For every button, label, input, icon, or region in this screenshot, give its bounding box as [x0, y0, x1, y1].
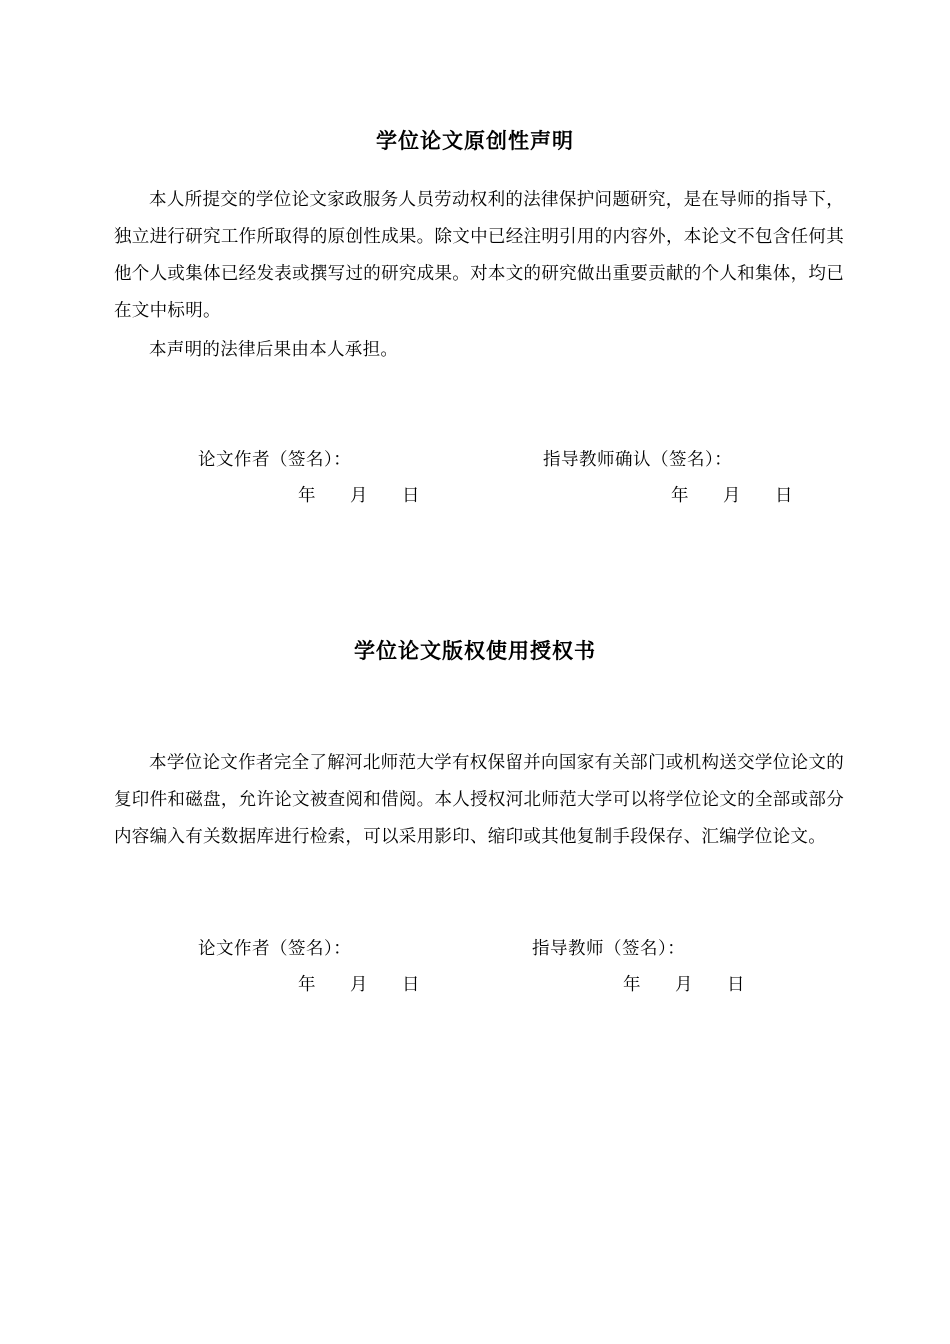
date-month-label: 月	[350, 486, 368, 506]
advisor-date-line	[623, 971, 779, 996]
author-signature-label: 论文作者（签名）：	[198, 450, 352, 470]
originality-declaration-body: 本人所提交的学位论文家政服务人员劳动权利的法律保护问题研究，是在导师的指导下，独立进行研究工作所取得的原创性成果。除文中已经注明引用的内容外，本论文不包含任何其他个人或集体已经发表或撰写过的研究成果。对本文的研究做出重要贡献的个人和集体，均已在文中标明。	[114, 190, 844, 321]
date-day-label: 日	[402, 486, 420, 506]
date-month-label: 月	[723, 486, 741, 506]
copyright-authorization-body: 本学位论文作者完全了解河北师范大学有权保留并向国家有关部门或机构送交学位论文的复印件和磁盘，允许论文被查阅和借阅。本人授权河北师范大学可以将学位论文的全部或部分内容编入有关数据库进行检索，可以采用影印、缩印或其他复制手段保存、汇编学位论文。	[114, 753, 844, 847]
advisor-confirmation-signature-label: 指导教师确认（签名）：	[543, 450, 733, 470]
date-year-label: 年	[298, 975, 316, 995]
copyright-authorization-title: 学位论文版权使用授权书	[354, 639, 596, 663]
date-day-label: 日	[727, 975, 745, 995]
legal-consequence-statement: 本声明的法律后果由本人承担。	[149, 340, 399, 360]
originality-declaration-title: 学位论文原创性声明	[376, 129, 574, 153]
date-day-label: 日	[402, 975, 420, 995]
author-date-line	[298, 971, 454, 996]
date-month-label: 月	[675, 975, 693, 995]
advisor-signature-label: 指导教师（签名）：	[532, 939, 686, 959]
date-month-label: 月	[350, 975, 368, 995]
date-year-label: 年	[623, 975, 641, 995]
date-year-label: 年	[298, 486, 316, 506]
advisor-date-line	[671, 482, 827, 507]
date-year-label: 年	[671, 486, 689, 506]
author-date-line	[298, 482, 454, 507]
author-signature-label: 论文作者（签名）：	[198, 939, 352, 959]
date-day-label: 日	[775, 486, 793, 506]
